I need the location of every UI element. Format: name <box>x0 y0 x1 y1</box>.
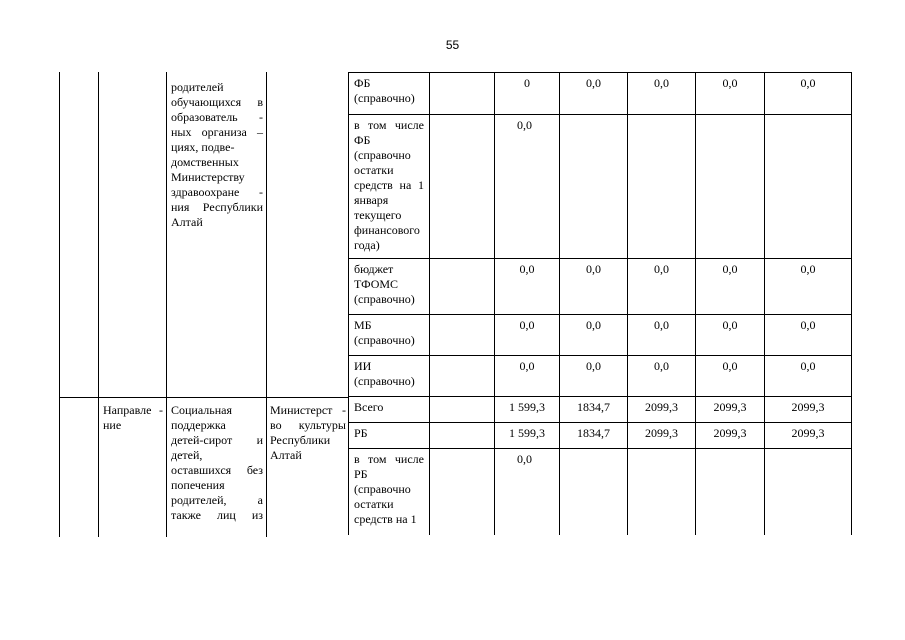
text-line: Алтай <box>270 448 302 462</box>
table-row <box>349 259 852 315</box>
row-label: РБ <box>349 423 430 449</box>
value-cell: 2099,3 <box>696 423 765 449</box>
value-cell: 0,0 <box>765 315 852 356</box>
text-line: детей, <box>171 448 203 462</box>
value-cell: 0,0 <box>495 356 560 397</box>
value-cell: 0,0 <box>495 315 560 356</box>
table-row <box>349 356 852 397</box>
value-cell: 0,0 <box>765 259 852 315</box>
value-cell: 0,0 <box>628 73 696 115</box>
empty-cell <box>430 315 495 356</box>
row-label: ФБ (справочно) <box>349 73 430 115</box>
row-label: МБ (справочно) <box>349 315 430 356</box>
value-cell: 0,0 <box>765 356 852 397</box>
table-row <box>349 315 852 356</box>
page-number: 55 <box>445 38 460 52</box>
text-line: ние <box>103 418 122 432</box>
text-line: также лиц из <box>171 508 263 522</box>
empty-cell <box>430 356 495 397</box>
empty-cell <box>430 423 495 449</box>
value-cell: 0,0 <box>628 315 696 356</box>
row-label: бюджет ТФОМС (справочно) <box>349 259 430 315</box>
value-cell: 1834,7 <box>560 423 628 449</box>
text-line: обучающихся в <box>171 95 263 109</box>
empty-cell <box>430 115 495 259</box>
table-row <box>349 449 852 535</box>
row-label: в том числе ФБ (справочно остатки средств на 1 января текущего финансового года) <box>349 115 430 259</box>
text-line: поддержка <box>171 418 226 432</box>
responsible-executor <box>270 403 346 463</box>
column-rule-1 <box>59 72 60 537</box>
text-line: детей-сирот и <box>171 433 263 447</box>
direction-label <box>103 403 163 433</box>
text-line: здравоохране - <box>171 185 263 199</box>
text-line: Министерст - <box>270 403 346 417</box>
text-line: домственных <box>171 155 239 169</box>
column-rule-3 <box>166 72 167 537</box>
value-cell: 2099,3 <box>765 423 852 449</box>
text-line: циях, подве- <box>171 140 235 154</box>
text-line: Алтай <box>171 215 203 229</box>
value-cell <box>696 115 765 259</box>
value-cell: 0,0 <box>696 259 765 315</box>
value-cell: 0,0 <box>696 356 765 397</box>
program-description-top <box>171 80 263 230</box>
value-cell: 2099,3 <box>628 423 696 449</box>
value-cell: 2099,3 <box>765 397 852 423</box>
section-divider <box>59 397 348 398</box>
value-cell: 0,0 <box>560 356 628 397</box>
column-rule-2 <box>98 72 99 537</box>
text-line: ных организа – <box>171 125 263 139</box>
row-label: в том числе РБ (справочно остатки средств на 1 <box>349 449 430 535</box>
table-row <box>349 423 852 449</box>
text-line: Республики <box>270 433 331 447</box>
text-line: Министерству <box>171 170 245 184</box>
text-line: родителей, а <box>171 493 263 507</box>
value-cell: 0,0 <box>696 315 765 356</box>
program-description-bottom <box>171 403 263 523</box>
value-cell: 0,0 <box>628 259 696 315</box>
value-cell <box>560 115 628 259</box>
value-cell: 1 599,3 <box>495 423 560 449</box>
text-line: Направле - <box>103 403 163 417</box>
value-cell: 2099,3 <box>628 397 696 423</box>
value-cell: 0,0 <box>628 356 696 397</box>
value-cell: 0,0 <box>560 73 628 115</box>
value-cell: 0,0 <box>765 73 852 115</box>
text-line: ния Республики <box>171 200 263 214</box>
text-line: оставшихся без <box>171 463 263 477</box>
value-cell <box>696 449 765 535</box>
value-cell: 1 599,3 <box>495 397 560 423</box>
value-cell: 0,0 <box>495 115 560 259</box>
row-label: ИИ (справочно) <box>349 356 430 397</box>
value-cell <box>560 449 628 535</box>
row-label: Всего <box>349 397 430 423</box>
table-row <box>349 73 852 115</box>
table-row <box>349 115 852 259</box>
value-cell <box>765 449 852 535</box>
value-cell: 0,0 <box>495 449 560 535</box>
text-line: образователь - <box>171 110 263 124</box>
value-cell: 0,0 <box>560 315 628 356</box>
funding-table <box>348 72 852 535</box>
value-cell: 0,0 <box>560 259 628 315</box>
empty-cell <box>430 259 495 315</box>
value-cell <box>628 115 696 259</box>
value-cell: 1834,7 <box>560 397 628 423</box>
value-cell: 0,0 <box>495 259 560 315</box>
text-line: во культуры <box>270 418 346 432</box>
text-line: Социальная <box>171 403 233 417</box>
empty-cell <box>430 397 495 423</box>
text-line: попечения <box>171 478 225 492</box>
empty-cell <box>430 73 495 115</box>
value-cell: 0,0 <box>696 73 765 115</box>
text-line: родителей <box>171 80 224 94</box>
value-cell <box>765 115 852 259</box>
value-cell: 0 <box>495 73 560 115</box>
empty-cell <box>430 449 495 535</box>
value-cell <box>628 449 696 535</box>
column-rule-4 <box>266 72 267 537</box>
table-row <box>349 397 852 423</box>
value-cell: 2099,3 <box>696 397 765 423</box>
